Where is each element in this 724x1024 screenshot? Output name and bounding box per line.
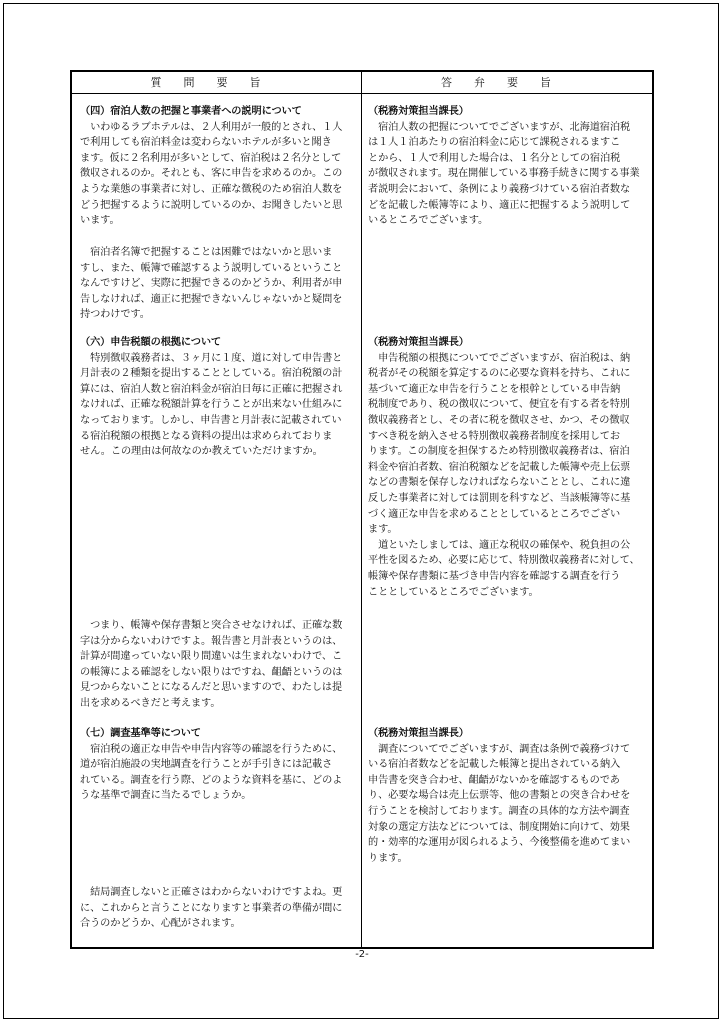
text-line: すべき税を納入させる特別徴収義務者制度を採用してお — [368, 430, 620, 442]
question-block-2 — [80, 245, 342, 323]
question-heading: （七）調査基準等について — [80, 728, 201, 739]
text-line: 出を求めるべきだと考えます。 — [80, 697, 221, 709]
text-line: 対象の選定方法などについては、制度開始に向けて、効果 — [368, 821, 630, 833]
text-line: 道が宿泊施設の実地調査を行うことが手引きには記載さ — [80, 759, 333, 771]
text-line: います。 — [80, 215, 120, 227]
text-line: なければ、正確な税額計算を行うことが出来ない仕組みに — [80, 399, 343, 411]
text-line: 平性を図るため、必要に応じて、特別徴収義務者に対して、 — [368, 555, 640, 567]
text-line: なっております。しかし、申告書と月計表に記載されてい — [80, 414, 342, 426]
text-line: 宿泊人数の把握についてでございますが、北海道宿泊税 — [368, 121, 631, 133]
question-block-1 — [80, 104, 342, 229]
text-line: いるところでございます。 — [368, 215, 489, 227]
text-line: 持つわけです。 — [80, 309, 150, 321]
header-answer: 答弁要旨 — [441, 76, 573, 89]
text-line: 見つからないことになるんだと思いますので、わたしは提 — [80, 682, 343, 694]
text-line: 的・効率的な運用が図られるよう、今後整備を進めてまい — [368, 837, 631, 849]
question-block-4 — [80, 618, 342, 712]
text-line: で利用しても宿泊料金は変わらないホテルが多いと聞き — [80, 137, 332, 149]
answer-block-3 — [368, 335, 640, 600]
text-line: すし、また、帳簿で確認するよう説明しているということ — [80, 262, 343, 274]
text-line: いわゆるラブホテルは、２人利用が一般的とされ、１人 — [80, 121, 343, 133]
text-line: に、これからと言うことになりますと事業者の準備が間に — [80, 902, 343, 914]
column-divider — [361, 72, 362, 947]
text-line: うな基準で調査に当たるでしょうか。 — [80, 790, 252, 802]
answer-block-1 — [368, 104, 640, 229]
question-block-5 — [80, 726, 342, 804]
text-line: 特別徴収義務者は、３ヶ月に１度、道に対して申告書と — [80, 352, 343, 364]
answer-heading: （税務対策担当課長） — [368, 728, 469, 739]
text-line: どう把握するように説明しているのか、お聞きしたいと思 — [80, 199, 343, 211]
text-line: 計算が間違っていない限り間違いは生まれないわけで、こ — [80, 651, 343, 663]
text-line: せん。この理由は何故なのか教えていただけますか。 — [80, 446, 323, 458]
text-line: 道といたしましては、適正な税収の確保や、税負担の公 — [368, 539, 631, 551]
text-line: 月計表の２種類を提出することとしている。宿泊税額の計 — [80, 368, 343, 380]
text-line: どを記載した帳簿等により、適正に把握するよう説明して — [368, 199, 631, 211]
text-line: なんですけど、実際に把握できるのかどうか、利用者が申 — [80, 278, 343, 290]
text-line: 行うことを検討しております。調査の具体的な方法や調査 — [368, 805, 630, 817]
table-header — [72, 72, 652, 94]
text-line: は１人１泊あたりの宿泊料金に応じて課税されるますこ — [368, 137, 621, 149]
text-line: 宿泊税の適正な申告や申告内容等の確認を行うために、 — [80, 743, 343, 755]
text-line: 帳簿や保存書類に基づき申告内容を確認する調査を行う — [368, 570, 621, 582]
text-line: ような業態の事業者に対し、正確な徴税のため宿泊人数を — [80, 183, 343, 195]
text-line: 告しなければ、適正に把握できないんじゃないかと疑問を — [80, 293, 343, 305]
text-line: 税制度であり、税の徴収について、便宜を有する者を特別 — [368, 399, 630, 411]
text-line: 結局調査しないと正確さはわからないわけですよね。更 — [80, 887, 343, 898]
text-line: が徴収されます。現在開催している事務手続きに関する事業 — [368, 168, 640, 180]
text-line: ります。 — [368, 852, 408, 864]
text-line: づく適正な申告を求めることとしているところでござい — [368, 508, 621, 520]
question-heading: （六）申告税額の根拠について — [80, 337, 222, 348]
question-heading: （四）宿泊人数の把握と事業者への説明について — [80, 106, 302, 117]
text-line: 合うのかどうか、心配がされます。 — [80, 918, 241, 930]
text-line: の帳簿による確認をしない限りはですね、齟齬というのは — [80, 666, 343, 678]
answer-heading: （税務対策担当課長） — [368, 337, 469, 348]
text-line: とから、１人で利用した場合は、１名分としての宿泊税 — [368, 152, 621, 164]
text-line: つまり、帳簿や保存書類と突合させなければ、正確な数 — [80, 620, 343, 631]
question-block-3 — [80, 335, 342, 460]
text-line: 基づいて適正な申告を行うことを根幹としている申告納 — [368, 383, 621, 395]
text-line: 算には、宿泊人数と宿泊料金が宿泊日毎に正確に把握され — [80, 383, 343, 395]
text-line: こととしているところでございます。 — [368, 586, 539, 598]
text-line: ます。 — [368, 524, 398, 536]
qa-table — [70, 70, 654, 949]
answer-block-5 — [368, 726, 630, 866]
header-question: 質問要旨 — [150, 76, 283, 89]
text-line: 徴収義務者とし、その者に税を徴収させ、かつ、その徴収 — [368, 414, 630, 426]
text-line: 反した事業者に対しては罰則を科すなど、当該帳簿等に基 — [368, 492, 631, 504]
question-block-6 — [80, 885, 342, 932]
text-line: 字は分からないわけですよ。報告書と月計表というのは、 — [80, 635, 343, 647]
text-line: ます。仮に２名利用が多いとして、宿泊税は２名分として — [80, 152, 342, 164]
text-line: 料金や宿泊者数、宿泊税額などを記載した帳簿や売上伝票 — [368, 461, 631, 473]
text-line: 申告税額の根拠についてでございますが、宿泊税は、納 — [368, 352, 631, 364]
answer-heading: （税務対策担当課長） — [368, 106, 469, 117]
text-line: ります。この制度を担保するため特別徴収義務者は、宿泊 — [368, 446, 630, 458]
text-line: いる宿泊者数などを記載した帳簿と提出されている納入 — [368, 759, 621, 771]
text-line: り、必要な場合は売上伝票等、他の書類との突き合わせを — [368, 790, 631, 802]
text-line: 者説明会において、条例により義務づけている宿泊者数な — [368, 183, 631, 195]
text-line: 宿泊者名簿で把握することは困難ではないかと思いま — [80, 247, 333, 258]
text-line: る宿泊税額の根拠となる資料の提出は求められておりま — [80, 430, 333, 442]
text-line: 申告書を突き合わせ、齟齬がないかを確認するものであ — [368, 774, 620, 786]
page-number: -2- — [355, 949, 369, 960]
text-line: などの書類を保存しなければならないこととし、これに違 — [368, 477, 631, 489]
text-line: れている。調査を行う際、どのような資料を基に、どのよ — [80, 774, 343, 786]
text-line: 税者がその税額を算定するのに必要な資料を持ち、これに — [368, 368, 631, 380]
text-line: 調査についてでございますが、調査は条例で義務づけて — [368, 743, 631, 755]
text-line: 徴収されるのか。それとも、客に申告を求めるのか。この — [80, 168, 343, 180]
